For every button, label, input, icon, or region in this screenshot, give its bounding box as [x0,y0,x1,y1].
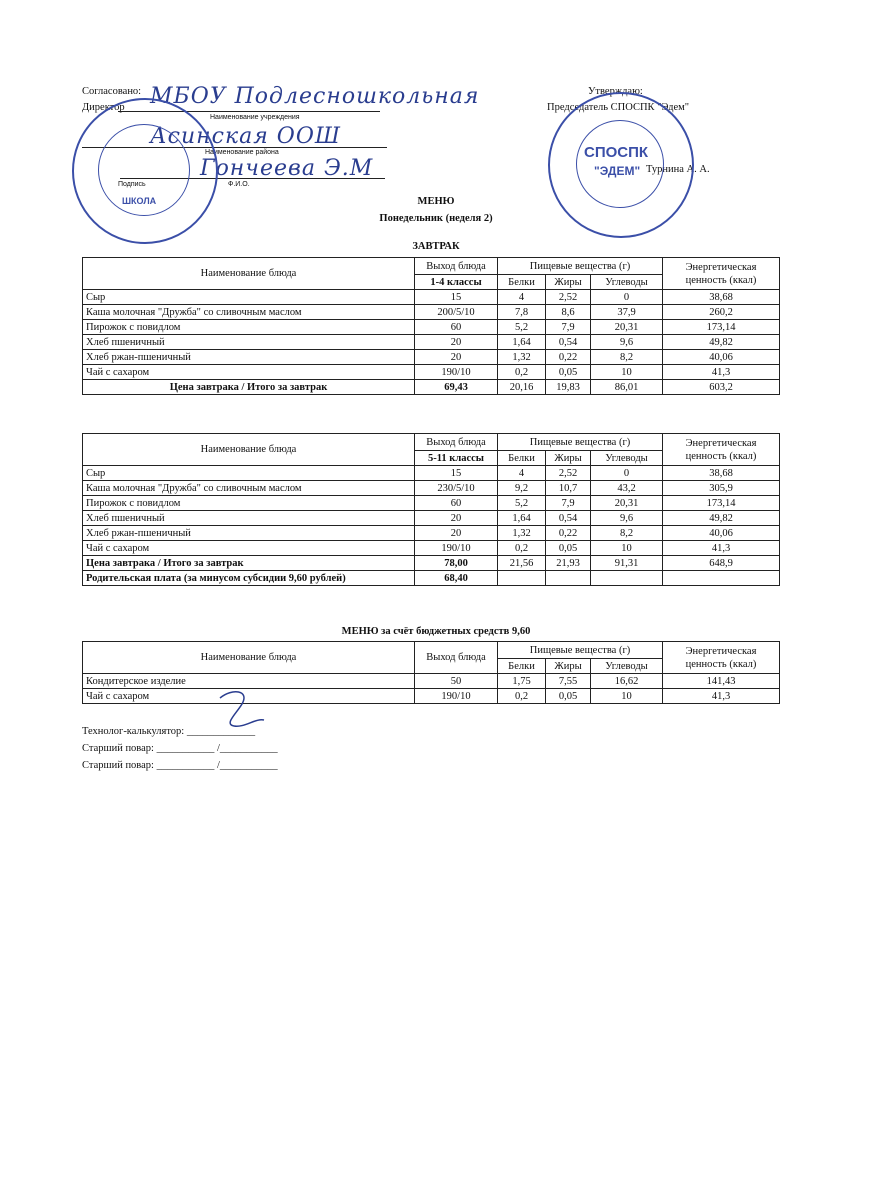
total-row: Цена завтрака / Итого за завтрак 69,43 20,16 19,83 86,01 603,2 [83,380,780,395]
header-nutrients: Пищевые вещества (г) [498,434,663,451]
fio-label: Ф.И.О. [228,181,250,188]
table-row: Хлеб пшеничный 20 1,64 0,54 9,6 49,82 [83,511,780,526]
senior-cook-line-1: Старший повар: ___________ /___________ [82,743,278,754]
institution-label: Наименование учреждения [210,114,300,121]
chairman-name: Турнина А. А. [646,164,710,175]
header-carb: Углеводы [591,659,663,674]
approve-label: Утверждаю: [588,86,643,97]
table-row: Хлеб пшеничный 20 1,64 0,54 9,6 49,82 [83,335,780,350]
header-protein: Белки [498,659,546,674]
menu-day: Понедельник (неделя 2) [379,213,493,224]
parent-fee-row: Родительская плата (за минусом субсидии 9,60 рублей) 68,40 [83,571,780,586]
header-protein: Белки [498,275,546,290]
table-row: Каша молочная "Дружба" со сливочным маслом 230/5/10 9,2 10,7 43,2 305,9 [83,481,780,496]
table-row: Чай с сахаром 190/10 0,2 0,05 10 41,3 [83,541,780,556]
budget-menu-table [82,641,780,704]
agreed-label: Согласовано: [82,86,142,97]
header-yield: Выход блюда [415,642,498,674]
header-fat: Жиры [546,275,591,290]
breakfast-table-5-11 [82,433,780,586]
header-carb: Углеводы [591,451,663,466]
table-row: Кондитерское изделие 50 1,75 7,55 16,62 141,43 [83,674,780,689]
header-name: Наименование блюда [83,434,415,466]
header-yield: Выход блюда [415,434,498,451]
header-nutrients: Пищевые вещества (г) [498,642,663,659]
table-row: Хлеб ржан-пшеничный 20 1,32 0,22 8,2 40,06 [83,350,780,365]
breakfast-table-1-4 [82,257,780,395]
header-fat: Жиры [546,451,591,466]
header-carb: Углеводы [591,275,663,290]
director-label: Директор [82,102,125,113]
budget-menu-title: МЕНЮ за счёт бюджетных средств 9,60 [341,626,531,637]
header-name: Наименование блюда [83,258,415,290]
table-row: Хлеб ржан-пшеничный 20 1,32 0,22 8,2 40,06 [83,526,780,541]
header-group: 1-4 классы [415,275,498,290]
right-stamp: СПОСПК "ЭДЕМ" [548,92,694,238]
signature-label: Подпись [118,181,146,188]
left-stamp: ШКОЛА [72,98,218,244]
institution-handwriting: МБОУ Подлесношкольная [150,84,480,109]
senior-cook-line-2: Старший повар: ___________ /___________ [82,760,278,771]
table-row: Пирожок с повидлом 60 5,2 7,9 20,31 173,14 [83,496,780,511]
section-title: ЗАВТРАК [412,241,460,252]
table-row: Чай с сахаром 190/10 0,2 0,05 10 41,3 [83,689,780,704]
header-energy: Энергетическая ценность (ккал) [663,642,780,674]
district-handwriting: Асинская ООШ [150,124,341,149]
header-energy: Энергетическая ценность (ккал) [663,434,780,466]
header-protein: Белки [498,451,546,466]
table-row: Чай с сахаром 190/10 0,2 0,05 10 41,3 [83,365,780,380]
table-row: Сыр 15 4 2,52 0 38,68 [83,290,780,305]
table-row: Сыр 15 4 2,52 0 38,68 [83,466,780,481]
table-row: Пирожок с повидлом 60 5,2 7,9 20,31 173,14 [83,320,780,335]
district-label: Наименование района [205,149,279,156]
header-nutrients: Пищевые вещества (г) [498,258,663,275]
header-group: 5-11 классы [415,451,498,466]
total-row: Цена завтрака / Итого за завтрак 78,00 21,56 21,93 91,31 648,9 [83,556,780,571]
name-handwriting: Гончеева Э.М [200,156,374,181]
header-energy: Энергетическая ценность (ккал) [663,258,780,290]
header-yield: Выход блюда [415,258,498,275]
header-name: Наименование блюда [83,642,415,674]
header-fat: Жиры [546,659,591,674]
menu-title: МЕНЮ [417,196,455,207]
technologist-signature-icon [212,684,272,734]
chairman-label: Председатель СПОСПК "Эдем" [547,102,690,113]
table-row: Каша молочная "Дружба" со сливочным маслом 200/5/10 7,8 8,6 37,9 260,2 [83,305,780,320]
technologist-line: Технолог-калькулятор: _____________ [82,726,256,737]
